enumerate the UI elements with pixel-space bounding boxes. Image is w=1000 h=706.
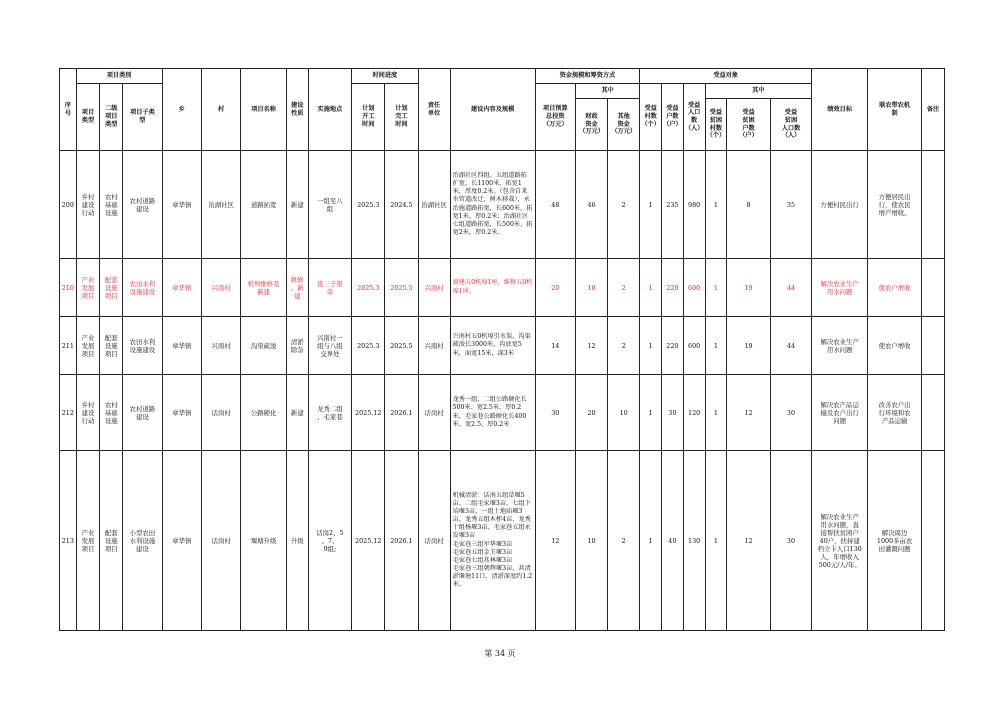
row-ben-households: 235 [662,151,684,259]
header-remarks: 备注 [922,69,945,151]
row-fiscal: 12 [576,317,608,375]
row-fiscal: 46 [576,151,608,259]
row-budget: 30 [535,375,575,451]
row-project-name: 公路硬化 [241,375,287,451]
row-performance: 解决农产品运 输及农户出行 问题 [812,375,868,451]
row-poor-villages: 1 [705,317,727,375]
header-funding-of-which: 其中 [576,84,640,99]
header-beneficiary-of-which: 其中 [705,84,812,99]
row-township: 章华镇 [162,451,201,631]
row-remarks [922,151,945,259]
row-link-mechanism: 解决周边 1000多亩农 田灌溉问题 [868,451,922,631]
row-poor-households: 8 [727,151,771,259]
table-row [60,375,945,451]
row-content: 机械清淤：话南五组草堰5亩、二组毛家堰3亩、七组下坮堰3亩、一组土地庙堰3亩、龙秀五组木榨4亩、龙秀十组杨堰3亩、毛家巷五组永发堰3亩 毛家巷三组军华堰3亩 毛家巷五组金玉堰3亩 毛家巷七组兆林堰3亩 毛家巷三组朝辉堰3亩，共清淤堰塘11口，清淤深度约1.2米。 [450,451,535,631]
header-ben-people: 受益 人口 数 （人） [683,84,705,151]
row-end: 2026.1 [385,375,418,451]
row-start: 2025.3 [352,151,385,259]
row-budget: 12 [535,451,575,631]
row-ben-people: 600 [683,317,705,375]
row-fiscal: 10 [576,451,608,631]
row-poor-villages: 1 [705,151,727,259]
row-performance: 解决农业生产 用水问题 [812,317,868,375]
row-village: 话岗村 [201,375,240,451]
row-seq: 211 [60,317,77,375]
row-ben-people: 980 [683,151,705,259]
header-location: 实施地点 [308,69,352,151]
header-performance: 绩效目标 [812,69,868,151]
row-ben-villages: 1 [640,317,662,375]
row-township: 章华镇 [162,375,201,451]
header-project-type: 项目 类型 [76,84,100,151]
header-beneficiary-group: 受益对象 [640,69,812,84]
row-unit: 兴南村 [418,259,450,317]
row-poor-people: 44 [770,259,811,317]
row-start: 2025.3 [352,259,385,317]
row-fiscal: 20 [576,375,608,451]
row-seq: 212 [60,375,77,451]
header-fiscal: 财政 资金 （万元） [576,99,608,151]
row-project-name: 道路拓宽 [241,151,287,259]
row-link-mechanism: 使农户增收 [868,259,922,317]
row-content: 治湖社区四组、五组道路拓扩宽，长1100米，拓宽1米，厚度0.2米。（包含自来水管道改迁，树木移栽），永治施道路拓宽，长600米，拓宽1米，厚0.2米；治湖社区七组道路拓宽，长500米，拓宽2米，厚0.2米。 [450,151,535,259]
row-township: 章华镇 [162,151,201,259]
header-link-mechanism: 联农带农机 制 [868,69,922,151]
header-funding-group: 资金规模和筹资方式 [535,69,640,84]
row-village: 兴南村 [201,317,240,375]
row-content: 兴南村五0机埠引水渠，沟渠疏浚长3000米，沟底宽5米，面宽15米，深3米 [450,317,535,375]
row-other-funds: 2 [608,451,640,631]
header-ben-villages: 受益 村数 （个） [640,84,662,151]
row-other-funds: 2 [608,259,640,317]
row-poor-households: 19 [727,317,771,375]
row-start: 2025.3 [352,317,385,375]
header-project-name: 项目名称 [241,69,287,151]
row-unit: 兴南村 [418,317,450,375]
row-poor-villages: 1 [705,375,727,451]
row-sub-type: 农田水利 设施建设 [123,317,162,375]
row-ben-households: 220 [662,317,684,375]
row-project-type: 产业 发展 项目 [76,317,100,375]
header-sub-type: 项目子类 型 [123,84,162,151]
row-link-mechanism: 改善农户出 行环境和农 产品运输 [868,375,922,451]
header-ben-households: 受益 户数 （户） [662,84,684,151]
row-unit: 治湖社区 [418,151,450,259]
row-location: 龙秀二组 、毛家巷 [308,375,352,451]
row-township: 章华镇 [162,317,201,375]
row-end: 2025.5 [385,259,418,317]
row-poor-households: 19 [727,259,771,317]
row-seq: 213 [60,451,77,631]
row-end: 2025.5 [385,317,418,375]
row-budget: 20 [535,259,575,317]
header-poor-households: 受益 贫困 户数 （户） [727,99,771,151]
row-ben-people: 130 [683,451,705,631]
row-second-type: 农村 基础 设施 [100,375,123,451]
row-poor-households: 12 [727,451,771,631]
header-category-group: 项目类别 [76,69,162,84]
row-second-type: 农村 基础 设施 [100,151,123,259]
row-ben-villages: 1 [640,451,662,631]
header-village: 村 [201,69,240,151]
header-build-nature: 建设 性质 [286,69,308,151]
row-poor-people: 30 [770,375,811,451]
header-poor-villages: 受益 贫困 村数 （个） [705,99,727,151]
row-start: 2025.12 [352,451,385,631]
header-content: 建设内容及规模 [450,69,535,151]
table-body [60,151,945,631]
row-unit: 话岗村 [418,451,450,631]
row-project-name: 机埠维修及 新建 [241,259,287,317]
project-table [59,68,945,631]
row-build-nature: 清淤 除杂 [286,317,308,375]
row-ben-households: 30 [662,375,684,451]
row-other-funds: 2 [608,151,640,259]
row-unit: 话岗村 [418,375,450,451]
row-other-funds: 10 [608,375,640,451]
row-remarks [922,375,945,451]
row-budget: 14 [535,317,575,375]
row-remarks [922,451,945,631]
row-location: 一组至八 组 [308,151,352,259]
table-row [60,451,945,631]
row-build-nature: 新建 [286,151,308,259]
row-remarks [922,259,945,317]
table-row [60,151,945,259]
row-performance: 解决农业生产 用水问题，直 接帮扶贫困户 40户，扶持建 档立卡人口130 人，年增收入 500元/人/年。 [812,451,868,631]
row-sub-type: 农村道路 建设 [123,151,162,259]
row-build-nature: 维修 、新 建 [286,259,308,317]
row-other-funds: 2 [608,317,640,375]
row-project-type: 乡村 建设 行动 [76,375,100,451]
row-township: 章华镇 [162,259,201,317]
row-start: 2025.12 [352,375,385,451]
header-unit: 责任 单位 [418,69,450,151]
row-poor-villages: 1 [705,451,727,631]
row-poor-people: 44 [770,317,811,375]
row-end: 2026.1 [385,451,418,631]
row-link-mechanism: 方便居民出 行，使农民 增产增收。 [868,151,922,259]
row-project-name: 沟渠疏浚 [241,317,287,375]
row-ben-people: 120 [683,375,705,451]
row-fiscal: 18 [576,259,608,317]
row-budget: 48 [535,151,575,259]
row-project-type: 产业 发展 项目 [76,451,100,631]
header-seq: 序 号 [60,69,77,151]
header-start: 计划 开工 时间 [352,84,385,151]
row-second-type: 配套 设施 项目 [100,317,123,375]
row-performance: 解决农业生产 用水问题 [812,259,868,317]
row-seq: 209 [60,151,77,259]
row-location: 话岗2、5 、7、 9组; [308,451,352,631]
row-content: 新建五0机埠1座，维修五0机埠1座。 [450,259,535,317]
row-project-name: 堰塘升级 [241,451,287,631]
row-village: 治湖社区 [201,151,240,259]
header-end: 计划 完工 时间 [385,84,418,151]
row-build-nature: 升级 [286,451,308,631]
row-project-type: 产业 发展 项目 [76,259,100,317]
table-row [60,317,945,375]
row-sub-type: 农村道路 建设 [123,375,162,451]
page-number: 第 34 页 [484,649,516,658]
row-sub-type: 小型农田 水利设施 建设 [123,451,162,631]
row-sub-type: 农田水利 设施建设 [123,259,162,317]
row-location: 直三子渠 旁 [308,259,352,317]
row-end: 2024.5 [385,151,418,259]
row-content: 龙秀一组、二组公路硬化长500米、宽2.5米、厚0.2米，毛家巷公路硬化长400米、宽2.5、厚0.2米 [450,375,535,451]
row-poor-households: 12 [727,375,771,451]
row-ben-households: 40 [662,451,684,631]
row-ben-households: 220 [662,259,684,317]
header-poor-people: 受益 贫困 人口数 （人） [770,99,811,151]
row-link-mechanism: 使农户增收 [868,317,922,375]
row-village: 兴南村 [201,259,240,317]
row-ben-villages: 1 [640,259,662,317]
row-project-type: 乡村 建设 行动 [76,151,100,259]
row-second-type: 配套 设施 项目 [100,259,123,317]
row-location: 兴南村一 组与八组 交界处 [308,317,352,375]
row-ben-villages: 1 [640,375,662,451]
row-ben-villages: 1 [640,151,662,259]
row-seq: 210 [60,259,77,317]
table-header [60,69,945,151]
row-remarks [922,317,945,375]
row-village: 话岗村 [201,451,240,631]
row-build-nature: 新建 [286,375,308,451]
row-performance: 方便村民出行 [812,151,868,259]
header-township: 乡 [162,69,201,151]
row-second-type: 配套 设施 项目 [100,451,123,631]
header-budget: 项目预算 总投资 （万元） [535,84,575,151]
row-poor-people: 35 [770,151,811,259]
row-poor-villages: 1 [705,259,727,317]
header-other-funds: 其他 资金 （万元） [608,99,640,151]
header-schedule-group: 时间进度 [352,69,418,84]
header-second-type: 二级 项目 类型 [100,84,123,151]
row-ben-people: 600 [683,259,705,317]
row-poor-people: 30 [770,451,811,631]
table-row [60,259,945,317]
